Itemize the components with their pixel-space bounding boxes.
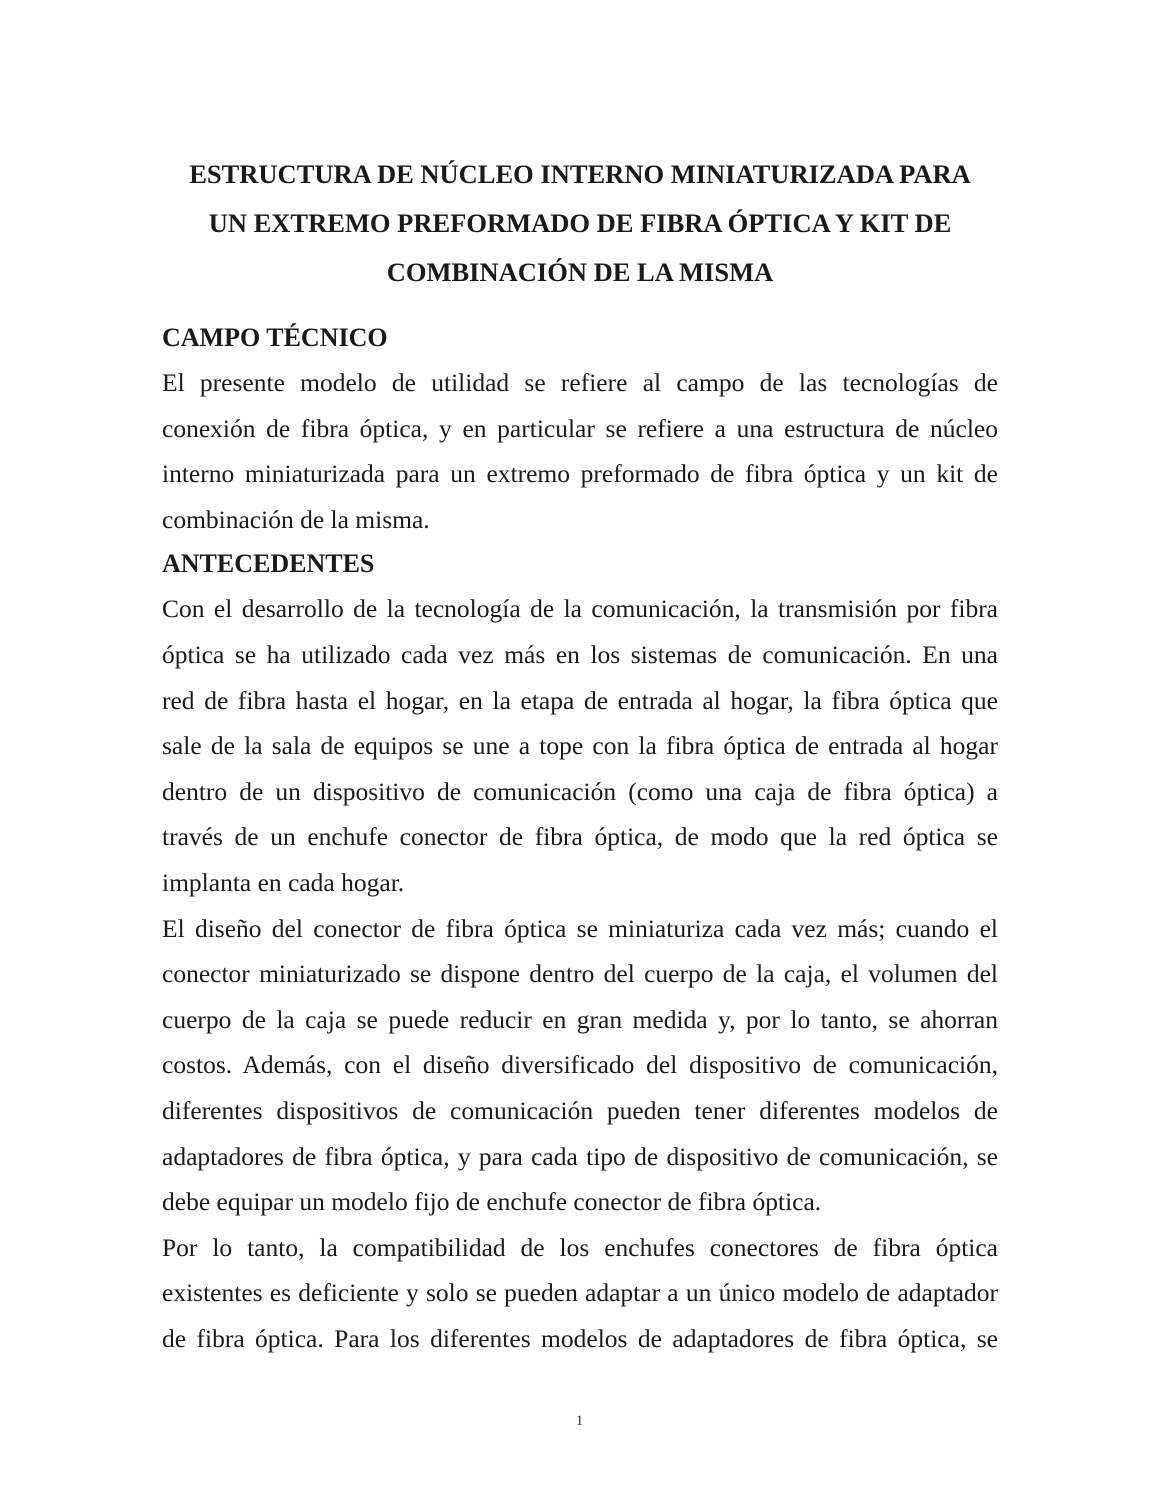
text-line: existentes es deficiente y solo se pueden adaptar a un único modelo de adaptador [162, 1278, 998, 1308]
technical-field-paragraph [162, 360, 998, 542]
document-title [162, 150, 998, 297]
background-paragraph [162, 1225, 998, 1362]
text-line: debe equipar un modelo fijo de enchufe conector de fibra óptica. [162, 1187, 822, 1217]
text-line: de fibra óptica. Para los diferentes modelos de adaptadores de fibra óptica, se [162, 1323, 998, 1353]
background-paragraph [162, 906, 998, 1225]
text-line: Con el desarrollo de la tecnología de la comunicación, la transmisión por fibra [162, 594, 998, 624]
text-line: combinación de la misma. [162, 504, 430, 534]
page-number: 1 [575, 1413, 584, 1429]
text-line: El presente modelo de utilidad se refiere al campo de las tecnologías de [162, 368, 998, 397]
text-line: través de un enchufe conector de fibra óptica, de modo que la red óptica se [162, 822, 998, 852]
text-line: red de fibra hasta el hogar, en la etapa de entrada al hogar, la fibra óptica que [162, 685, 998, 715]
document-page [162, 150, 998, 1361]
text-line: cuerpo de la caja se puede reducir en gran medida y, por lo tanto, se ahorran [162, 1004, 998, 1034]
background-paragraph [162, 586, 998, 905]
text-line: El diseño del conector de fibra óptica se miniaturiza cada vez más; cuando el [162, 913, 998, 943]
text-line: óptica se ha utilizado cada vez más en los sistemas de comunicación. En una [162, 639, 998, 669]
title-line: ESTRUCTURA DE NÚCLEO INTERNO MINIATURIZADA PARA [189, 159, 971, 189]
text-line: implanta en cada hogar. [162, 867, 405, 897]
text-line: sale de la sala de equipos se une a tope con la fibra óptica de entrada al hogar [162, 731, 998, 761]
title-line: UN EXTREMO PREFORMADO DE FIBRA ÓPTICA Y KIT DE [208, 208, 952, 238]
section-heading-technical-field: CAMPO TÉCNICO [162, 323, 388, 352]
text-line: diferentes dispositivos de comunicación pueden tener diferentes modelos de [162, 1095, 998, 1125]
text-line: dentro de un dispositivo de comunicación (como una caja de fibra óptica) a [162, 776, 998, 806]
text-line: conexión de fibra óptica, y en particular se refiere a una estructura de núcleo [162, 413, 998, 443]
text-line: adaptadores de fibra óptica, y para cada tipo de dispositivo de comunicación, se [162, 1141, 998, 1171]
text-line: interno miniaturizada para un extremo preformado de fibra óptica y un kit de [162, 459, 998, 489]
text-line: costos. Además, con el diseño diversificado del dispositivo de comunicación, [162, 1050, 998, 1080]
text-line: conector miniaturizado se dispone dentro del cuerpo de la caja, el volumen del [162, 959, 998, 989]
section-heading-background: ANTECEDENTES [162, 549, 375, 579]
text-line: Por lo tanto, la compatibilidad de los enchufes conectores de fibra óptica [162, 1232, 998, 1262]
title-line: COMBINACIÓN DE LA MISMA [386, 257, 774, 287]
